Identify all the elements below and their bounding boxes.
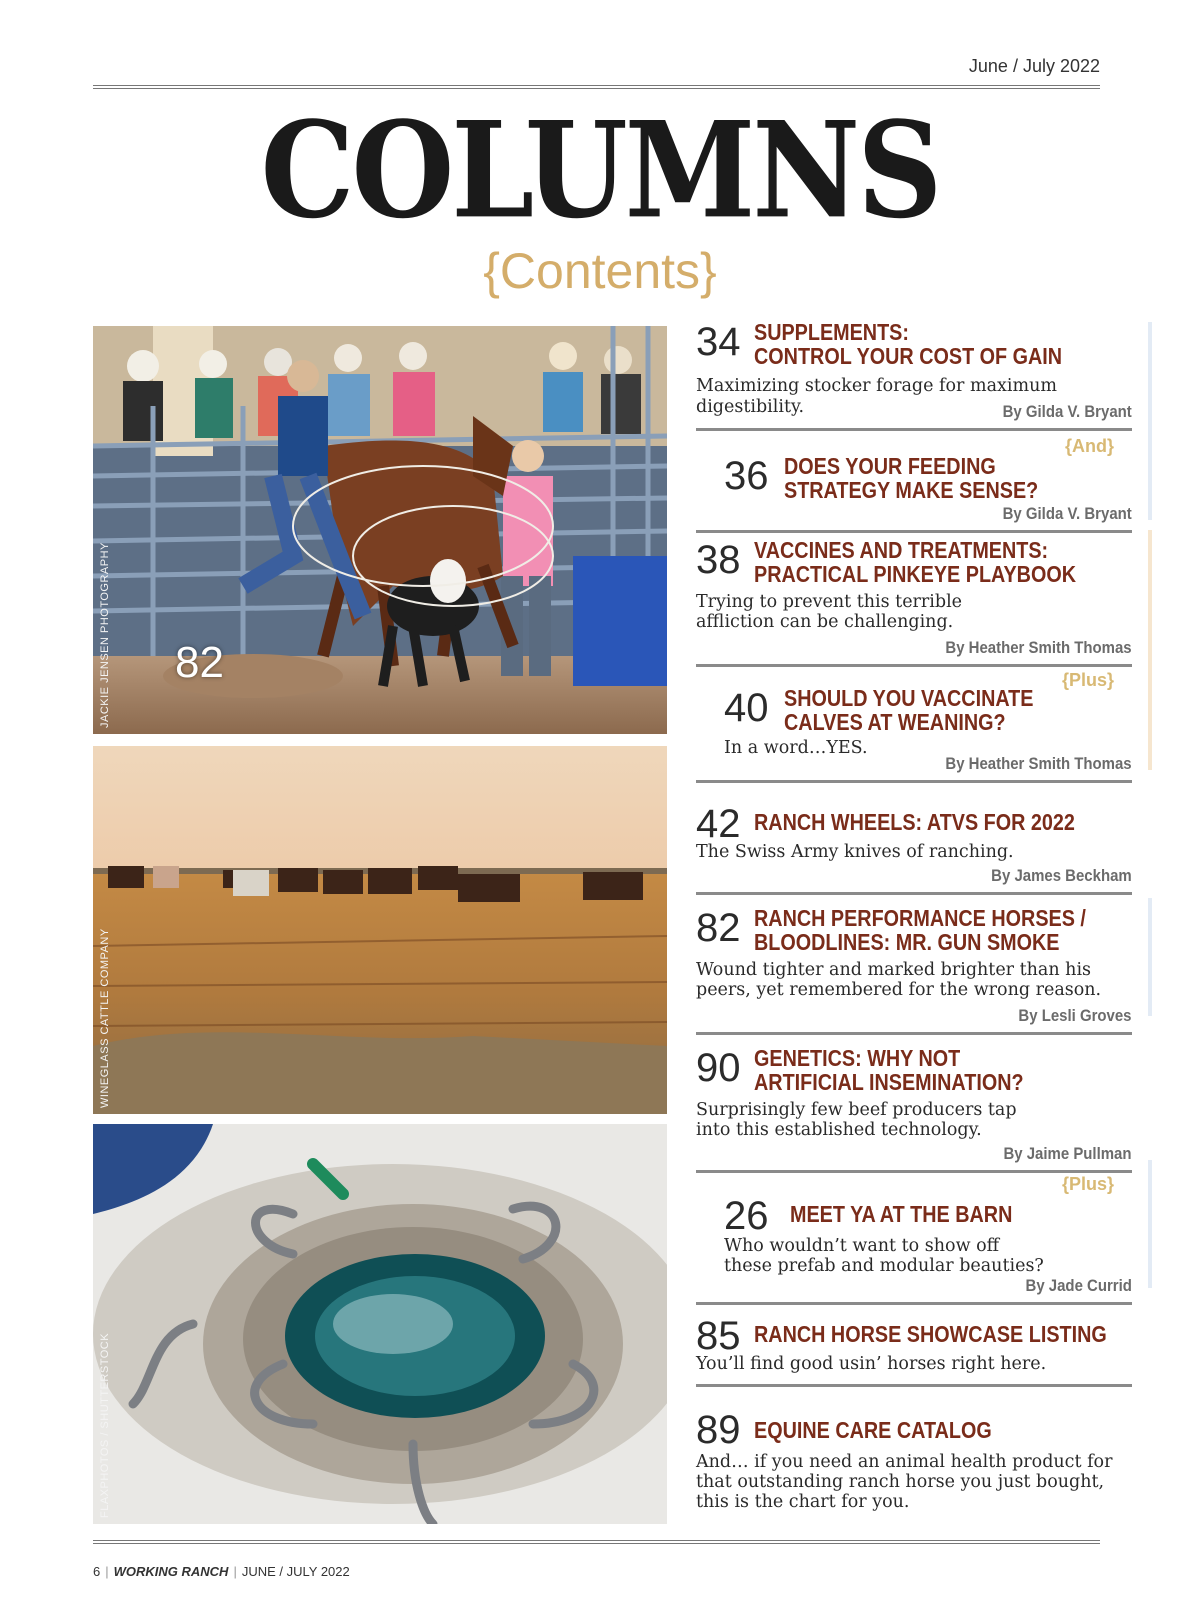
entry-divider	[696, 1032, 1132, 1035]
photo-credit: FLAXPHOTOS / SHUTTERSTOCK	[99, 1332, 111, 1518]
entry-divider	[696, 664, 1132, 667]
bottom-rule	[93, 1540, 1100, 1544]
entry-divider	[696, 1302, 1132, 1305]
entry-tag: {And}	[1065, 436, 1114, 456]
folio	[93, 1564, 350, 1579]
entry-page-number: 34	[696, 320, 741, 364]
entry-divider	[696, 530, 1132, 533]
entry-byline: By Jaime Pullman	[1003, 1144, 1132, 1163]
entry-divider	[696, 1384, 1132, 1387]
entry-title: RANCH PERFORMANCE HORSES /	[754, 905, 1086, 931]
page-subtitle: {Contents}	[483, 243, 717, 299]
entry-description: You’ll find good usin’ horses right here.	[696, 1354, 1047, 1374]
folio-publication: WORKING RANCH	[113, 1564, 229, 1579]
entry-title: MEET YA AT THE BARN	[790, 1201, 1013, 1227]
entry-description: affliction can be challenging.	[696, 612, 954, 632]
entry-description: these prefab and modular beauties?	[724, 1256, 1044, 1276]
entry-divider	[696, 1170, 1132, 1173]
entry-page-number: 40	[724, 686, 769, 730]
entry-description: And… if you need an animal health product for	[696, 1452, 1113, 1472]
entry-page-number: 42	[696, 802, 741, 846]
entry-description: Trying to prevent this terrible	[696, 592, 963, 612]
issue-date: June / July 2022	[968, 56, 1100, 76]
entry-page-number: 90	[696, 1046, 741, 1090]
entry-description: Who wouldn’t want to show off	[724, 1236, 1000, 1256]
entry-description: that outstanding ranch horse you just bought,	[696, 1472, 1105, 1492]
entry-byline: By Gilda V. Bryant	[1002, 402, 1132, 421]
side-accent-bar	[1148, 898, 1152, 1016]
entry-title: GENETICS: WHY NOT	[754, 1045, 961, 1071]
entry-title: ARTIFICIAL INSEMINATION?	[754, 1069, 1024, 1095]
entry-page-number: 36	[724, 454, 769, 498]
entry-title: EQUINE CARE CATALOG	[754, 1417, 992, 1443]
entry-title: CALVES AT WEANING?	[784, 709, 1006, 735]
entry-title: VACCINES AND TREATMENTS:	[754, 537, 1049, 563]
entry-tag: {Plus}	[1061, 670, 1114, 690]
photo-credit: JACKIE JENSEN PHOTOGRAPHY	[99, 542, 111, 728]
entry-description: Surprisingly few beef producers tap	[696, 1100, 1017, 1120]
photo-page-number: 82	[175, 638, 224, 687]
page-title: COLUMNS	[260, 92, 940, 248]
entry-byline: By Heather Smith Thomas	[945, 754, 1132, 773]
side-accent-bar	[1148, 530, 1152, 770]
entry-divider	[696, 892, 1132, 895]
entry-page-number: 38	[696, 538, 741, 582]
entry-description: Maximizing stocker forage for maximum digestibility.	[696, 376, 1057, 417]
cattle-prairie-photo	[93, 746, 667, 1114]
entry-page-number: 82	[696, 906, 741, 950]
entry-description: Wound tighter and marked brighter than his	[696, 960, 1092, 980]
photo-credit: WINEGLASS CATTLE COMPANY	[99, 928, 111, 1108]
entry-description: this is the chart for you.	[696, 1492, 910, 1512]
entry-byline: By Lesli Groves	[1018, 1006, 1132, 1025]
entry-description: into this established technology.	[696, 1120, 982, 1140]
entry-page-number: 89	[696, 1408, 741, 1452]
entry-description: In a word…YES.	[724, 738, 868, 758]
entry-title: CONTROL YOUR COST OF GAIN	[754, 343, 1063, 369]
entry-title: RANCH HORSE SHOWCASE LISTING	[754, 1321, 1107, 1347]
entry-title: PRACTICAL PINKEYE PLAYBOOK	[754, 561, 1077, 587]
entry-description: The Swiss Army knives of ranching.	[696, 842, 1014, 862]
entry-title: SHOULD YOU VACCINATE	[784, 685, 1034, 711]
nitrogen-tank-photo	[93, 1124, 667, 1524]
side-accent-bar	[1148, 322, 1152, 520]
entry-divider	[696, 780, 1132, 783]
folio-issue: JUNE / JULY 2022	[241, 1564, 350, 1579]
entry-byline: By Heather Smith Thomas	[945, 638, 1132, 657]
top-rule	[93, 85, 1100, 89]
entry-tag: {Plus}	[1061, 1174, 1114, 1194]
folio-separator: |	[233, 1564, 237, 1579]
entry-title: SUPPLEMENTS:	[754, 319, 909, 345]
entry-byline: By Jade Currid	[1025, 1276, 1132, 1295]
entry-divider	[696, 428, 1132, 431]
rodeo-photo	[93, 326, 667, 734]
entry-byline: By Gilda V. Bryant	[1002, 504, 1132, 523]
entry-title: DOES YOUR FEEDING	[784, 453, 996, 479]
entry-byline: By James Beckham	[991, 866, 1132, 885]
entry-page-number: 85	[696, 1314, 741, 1358]
folio-page-number: 6	[93, 1564, 101, 1579]
entry-title: STRATEGY MAKE SENSE?	[784, 477, 1039, 503]
folio-separator: |	[105, 1564, 109, 1579]
entry-page-number: 26	[724, 1194, 769, 1238]
entry-title: BLOODLINES: MR. GUN SMOKE	[754, 929, 1060, 955]
entry-title: RANCH WHEELS: ATVS FOR 2022	[754, 809, 1075, 835]
side-accent-bar	[1148, 1160, 1152, 1288]
entry-description: peers, yet remembered for the wrong reason.	[696, 980, 1102, 1000]
